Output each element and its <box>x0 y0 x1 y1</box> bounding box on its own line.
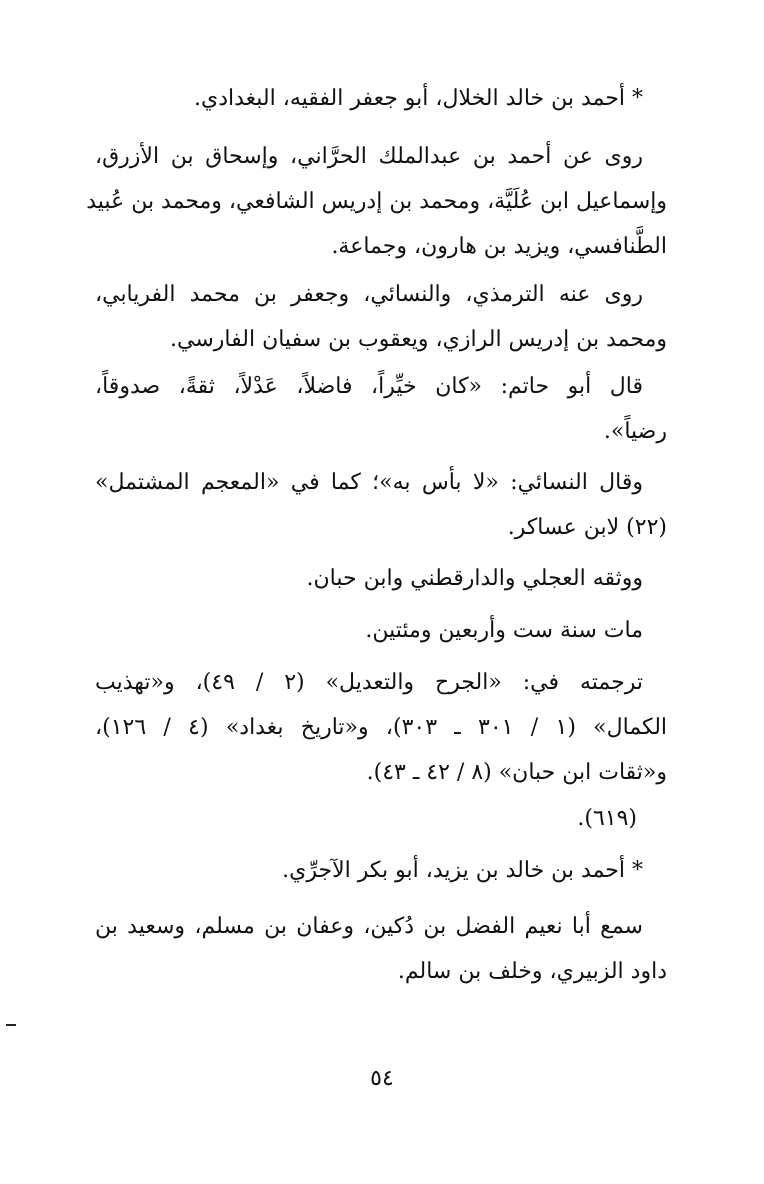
text-line: قال أبو حاتم: «كان خيِّراً، فاضلاً، عَدْلاً، ثقةً، صدوقاً، <box>95 374 643 399</box>
death-paragraph <box>95 608 667 653</box>
entry-1 <box>95 76 667 127</box>
text-line: ومحمد بن إدريس الرازي، ويعقوب بن سفيان الفارسي. <box>170 327 667 352</box>
margin-mark <box>6 1024 16 1026</box>
heading-line: * أحمد بن خالد بن يزيد، أبو بكر الآجرِّي. <box>282 858 643 883</box>
entry-1-students <box>95 272 667 368</box>
heading-line: * أحمد بن خالد الخلال، أبو جعفر الفقيه، البغدادي. <box>193 86 643 111</box>
abu-hatim-paragraph <box>95 364 667 454</box>
entry-1-death <box>95 608 667 659</box>
teachers-paragraph <box>86 134 667 269</box>
text-line: داود الزبيري، وخلف بن سالم. <box>397 959 667 984</box>
text-line: وإسماعيل ابن عُلَيَّة، ومحمد بن إدريس الشافعي، ومحمد بن عُبيد <box>86 189 667 214</box>
nasai-paragraph <box>95 460 667 550</box>
text-line: (٢٢) لابن عساكر. <box>507 515 667 540</box>
number-paragraph <box>95 796 667 841</box>
text-line: ووثقه العجلي والدارقطني وابن حبان. <box>306 566 643 591</box>
entry-1-heading <box>95 76 667 121</box>
entry-1-teachers <box>86 134 667 275</box>
tawthiq-paragraph <box>95 556 667 601</box>
text-line: الطَّنافسي، ويزيد بن هارون، وجماعة. <box>331 234 667 259</box>
page-number: ٥٤ <box>370 1066 394 1091</box>
text-line: مات سنة ست وأربعين ومئتين. <box>365 618 643 643</box>
entry-1-sources <box>95 660 667 801</box>
students-paragraph <box>95 272 667 362</box>
teachers-paragraph <box>95 904 667 994</box>
entry-1-nasai <box>95 460 667 556</box>
text-line: وقال النسائي: «لا بأس به»؛ كما في «المعجم المشتمل» <box>95 470 643 495</box>
entry-2-heading <box>95 848 667 893</box>
text-line: روى عن أحمد بن عبدالملك الحرَّاني، وإسحاق بن الأزرق، <box>95 144 643 169</box>
sources-paragraph <box>95 660 667 795</box>
entry-2 <box>95 848 667 899</box>
entry-1-number <box>95 796 667 847</box>
text-line: روى عنه الترمذي، والنسائي، وجعفر بن محمد الفريابي، <box>95 282 643 307</box>
text-line: الكمال» (١ / ٣٠١ ـ ٣٠٣)، و«تاريخ بغداد» (٤ / ١٢٦)، <box>95 715 668 740</box>
text-line: (٦١٩). <box>577 806 637 831</box>
entry-1-tawthiq <box>95 556 667 607</box>
text-line: رضياً». <box>603 419 667 444</box>
entry-1-abu-hatim <box>95 364 667 460</box>
entry-2-teachers <box>95 904 667 1000</box>
text-line: و«ثقات ابن حبان» (٨ / ٤٢ ـ ٤٣). <box>366 760 667 785</box>
text-line: سمع أبا نعيم الفضل بن دُكين، وعفان بن مسلم، وسعيد بن <box>95 914 643 939</box>
text-line: ترجمته في: «الجرح والتعديل» (٢ / ٤٩)، و«تهذيب <box>95 670 643 695</box>
